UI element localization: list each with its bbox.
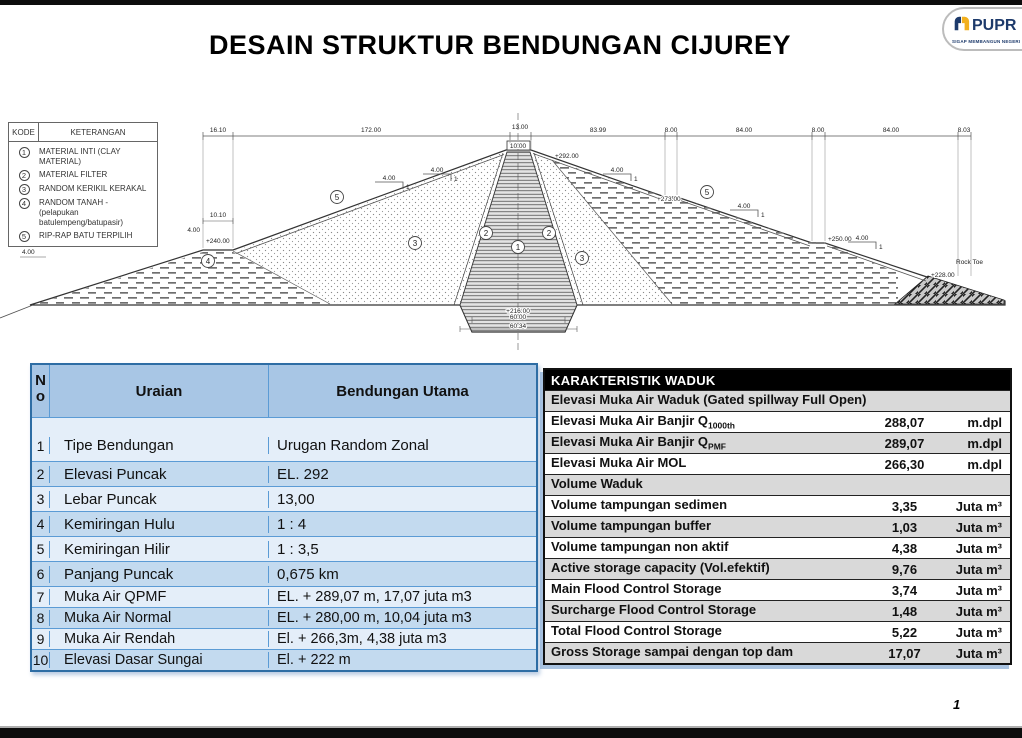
elevation-label: +292.00	[555, 153, 579, 160]
characteristics-table-row	[545, 516, 1010, 537]
characteristic-unit: Juta m³	[955, 561, 1002, 577]
characteristic-label: Volume tampungan non aktif	[551, 539, 729, 555]
bottom-letterbox-bar	[0, 728, 1022, 738]
characteristics-table-row	[545, 621, 1010, 642]
dim-label: 83.99	[589, 127, 607, 134]
svg-text:3: 3	[579, 254, 585, 263]
svg-text:4.00: 4.00	[855, 235, 869, 242]
spec-row-number: 2	[36, 466, 45, 482]
svg-text:1: 1	[406, 184, 410, 191]
dim-label: 172.00	[361, 127, 381, 134]
legend-description: MATERIAL INTI (CLAY MATERIAL)	[39, 146, 121, 166]
svg-text:5: 5	[704, 188, 710, 197]
legend-code-circle: 5	[19, 231, 30, 242]
spec-table-row	[32, 649, 536, 670]
characteristics-table-row	[545, 474, 1010, 495]
spec-row-number: 7	[36, 589, 45, 605]
characteristic-unit: Juta m³	[955, 498, 1002, 514]
reservoir-characteristics-table	[543, 368, 1012, 665]
page-number: 1	[953, 697, 961, 712]
characteristics-table-row	[545, 411, 1010, 432]
characteristic-label: Gross Storage sampai dengan top dam	[551, 644, 793, 660]
spec-table-row	[32, 417, 536, 461]
characteristic-unit: Juta m³	[955, 624, 1002, 640]
legend-header-keterangan: KETERANGAN	[70, 127, 126, 137]
characteristic-value: 266,30	[884, 456, 925, 472]
pupr-logo-tagline: SIGAP MEMBANGUN NEGERI	[952, 38, 1021, 44]
spec-row-number: 4	[36, 516, 45, 532]
spec-row-number: 8	[36, 610, 45, 626]
spec-row-label: Lebar Puncak	[49, 491, 269, 508]
spec-row-value: 0,675 km	[277, 565, 339, 583]
dim-label: 84.00	[735, 127, 753, 134]
crest-width-label: 10.00	[509, 143, 527, 150]
toe-dim-label: 4.00	[22, 249, 35, 256]
top-dimension-line	[203, 132, 971, 140]
characteristic-label: Main Flood Control Storage	[551, 581, 722, 597]
berm-dim-label: 10.10	[209, 212, 227, 219]
spec-row-label: Tipe Bendungan	[49, 437, 269, 454]
svg-text:2: 2	[546, 229, 552, 238]
svg-text:1: 1	[761, 212, 765, 219]
characteristics-table-row	[545, 432, 1010, 453]
spec-row-value: EL. + 280,00 m, 10,04 juta m3	[277, 610, 472, 626]
spec-row-value: EL. 292	[277, 465, 329, 483]
characteristic-value: 4,38	[891, 540, 918, 556]
elevation-label: +240.00	[206, 238, 230, 245]
spec-row-label: Muka Air Normal	[49, 610, 269, 626]
characteristic-label: Total Flood Control Storage	[551, 623, 722, 639]
characteristics-table-row	[545, 579, 1010, 600]
characteristic-label: Active storage capacity (Vol.efektif)	[551, 560, 770, 576]
characteristic-unit: m.dpl	[967, 456, 1002, 472]
dim-label: 84.00	[882, 127, 900, 134]
characteristics-table-row	[545, 558, 1010, 579]
characteristic-value: 9,76	[891, 561, 918, 577]
characteristic-unit: Juta m³	[955, 519, 1002, 535]
spec-row-value: EL. + 289,07 m, 17,07 juta m3	[277, 589, 472, 605]
legend-header	[9, 123, 157, 142]
characteristic-value: 1,03	[891, 519, 918, 535]
legend-code-circle: 3	[19, 184, 30, 195]
svg-text:1: 1	[515, 243, 521, 252]
spec-row-label: Elevasi Dasar Sungai	[49, 652, 269, 668]
characteristic-value: 17,07	[888, 645, 921, 661]
characteristic-label: Volume Waduk	[551, 476, 643, 492]
spec-row-number: 5	[36, 541, 45, 557]
characteristic-unit: m.dpl	[967, 414, 1002, 430]
svg-text:4.00: 4.00	[382, 175, 396, 182]
characteristics-table-row	[545, 495, 1010, 516]
spec-row-label: Muka Air QPMF	[49, 589, 269, 605]
spec-row-value: 1 : 4	[277, 515, 307, 533]
page-title: DESAIN STRUKTUR BENDUNGAN CIJUREY	[208, 30, 792, 60]
spec-row-label: Muka Air Rendah	[49, 631, 269, 647]
spec-header-value: Bendungan Utama	[336, 382, 469, 400]
spec-table-row	[32, 536, 536, 561]
core-base-dim-label: 60.00	[509, 314, 527, 321]
spec-header-uraian: Uraian	[49, 365, 269, 417]
spec-row-value: 1 : 3,5	[277, 540, 319, 558]
characteristic-unit: Juta m³	[955, 603, 1002, 619]
legend-description: MATERIAL FILTER	[39, 169, 108, 179]
spec-row-value: Urugan Random Zonal	[277, 437, 429, 454]
spec-table-row	[32, 586, 536, 607]
characteristic-value: 289,07	[884, 435, 925, 451]
legend-header-kode: KODE	[9, 123, 39, 141]
characteristics-table-row	[545, 537, 1010, 558]
legend-description: RIP-RAP BATU TERPILIH	[39, 230, 133, 240]
pupr-logo	[942, 7, 1022, 51]
svg-text:1: 1	[454, 176, 458, 183]
pupr-emblem-icon	[952, 15, 970, 38]
characteristic-value: 288,07	[884, 414, 925, 430]
elevation-label: +228.00	[931, 272, 955, 279]
legend-description: RANDOM KERIKIL KERAKAL	[39, 183, 147, 193]
dim-label: 13.00	[511, 124, 529, 131]
svg-text:4.00: 4.00	[610, 167, 624, 174]
legend-description: RANDOM TANAH - (pelapukan batulempeng/batupasir)	[39, 197, 124, 227]
characteristic-unit: Juta m³	[955, 540, 1002, 556]
characteristics-table-title: KARAKTERISTIK WADUK	[545, 370, 1010, 390]
spec-table-row	[32, 486, 536, 511]
legend-code-circle: 2	[19, 170, 30, 181]
characteristic-label: Surcharge Flood Control Storage	[551, 602, 757, 618]
svg-text:1: 1	[634, 176, 638, 183]
spec-row-label: Kemiringan Hilir	[49, 541, 269, 558]
spec-row-value: 13,00	[277, 490, 315, 508]
spec-header-no: No	[35, 372, 46, 405]
characteristic-unit: Juta m³	[955, 645, 1002, 661]
characteristic-label: Elevasi Muka Air Banjir $Q_{PMF}$	[551, 434, 726, 452]
characteristics-table-row	[545, 453, 1010, 474]
dim-label: 8.03	[957, 127, 971, 134]
spec-row-value: El. + 222 m	[277, 652, 351, 668]
berm-dim-label: 4.00	[187, 227, 200, 234]
elevation-label: +216.00	[506, 308, 530, 315]
dim-label: 8.00	[811, 127, 825, 134]
legend-row	[9, 145, 157, 168]
dim-label: 8.00	[664, 127, 678, 134]
legend-row	[9, 182, 157, 196]
elevation-label: +250.00	[828, 236, 852, 243]
spec-row-label: Elevasi Puncak	[49, 466, 269, 483]
characteristics-table-row	[545, 642, 1010, 663]
pupr-logo-text: PUPR	[972, 17, 1017, 34]
svg-text:5: 5	[334, 193, 340, 202]
core-base-dim-label: 60.34	[509, 323, 527, 330]
characteristics-table-row	[545, 390, 1010, 411]
characteristic-label: Elevasi Muka Air Banjir $Q_{1000th}$	[551, 413, 735, 431]
spec-table-header	[32, 365, 536, 417]
legend-code-circle: 1	[19, 147, 30, 158]
characteristic-value: 1,48	[891, 603, 918, 619]
characteristic-label: Elevasi Muka Air Waduk (Gated spillway Full Open)	[551, 392, 867, 408]
dam-spec-table	[30, 363, 538, 672]
legend-code-circle: 4	[19, 198, 30, 209]
spec-row-number: 1	[36, 438, 45, 454]
svg-text:4: 4	[205, 257, 211, 266]
legend-row	[9, 196, 157, 229]
spec-table-row	[32, 607, 536, 628]
spec-row-number: 10	[32, 652, 49, 668]
characteristic-label: Volume tampungan buffer	[551, 518, 712, 534]
svg-text:1: 1	[879, 244, 883, 251]
elevation-label: +273.00	[657, 196, 681, 203]
spec-row-number: 9	[36, 631, 45, 647]
svg-text:3: 3	[412, 239, 418, 248]
legend-row	[9, 229, 157, 243]
svg-text:4.00: 4.00	[737, 203, 751, 210]
dim-label: 16.10	[209, 127, 227, 134]
spec-table-row	[32, 461, 536, 486]
characteristic-label: Volume tampungan sedimen	[551, 497, 728, 513]
characteristic-label: Elevasi Muka Air MOL	[551, 455, 687, 471]
spec-table-row	[32, 561, 536, 586]
spec-row-label: Panjang Puncak	[49, 566, 269, 583]
characteristic-unit: Juta m³	[955, 582, 1002, 598]
spec-row-number: 3	[36, 491, 45, 507]
spec-row-label: Kemiringan Hulu	[49, 516, 269, 533]
characteristics-table-row	[545, 600, 1010, 621]
spec-table-row	[32, 628, 536, 649]
characteristic-value: 3,74	[891, 582, 918, 598]
rock-toe-label: Rock Toe	[956, 259, 983, 266]
svg-text:2: 2	[483, 229, 489, 238]
spec-row-value: El. + 266,3m, 4,38 juta m3	[277, 631, 447, 647]
spec-table-row	[32, 511, 536, 536]
legend-row	[9, 168, 157, 182]
characteristic-value: 5,22	[891, 624, 918, 640]
legend-table	[8, 122, 158, 247]
svg-text:4.00: 4.00	[430, 167, 444, 174]
top-letterbox-bar	[0, 0, 1022, 5]
spec-row-number: 6	[36, 566, 45, 582]
characteristic-value: 3,35	[891, 498, 918, 514]
characteristic-unit: m.dpl	[967, 435, 1002, 451]
